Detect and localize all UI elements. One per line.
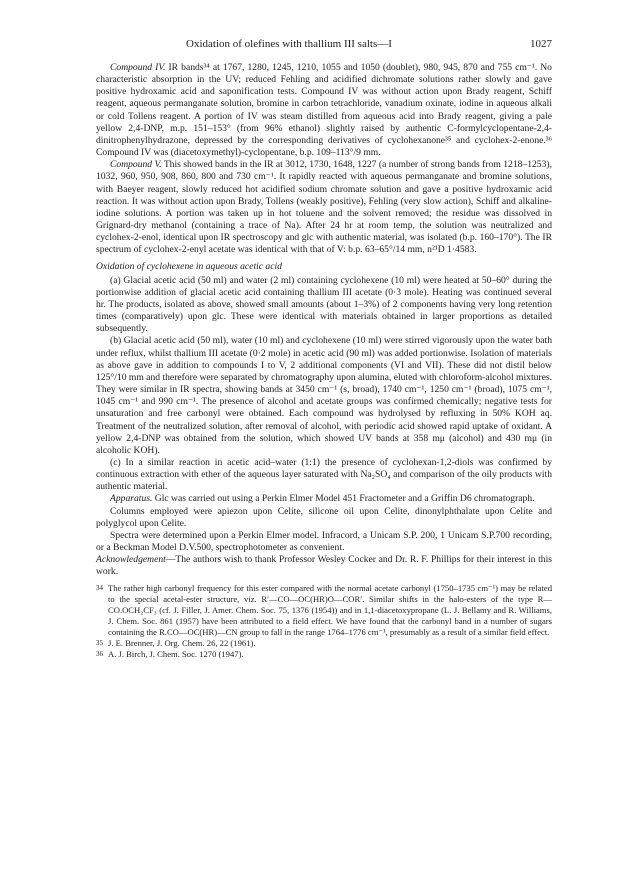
paragraph-text: Glc was carried out using a Perkin Elmer Model 451 Fractometer and a Griffin D6 chromatograph. <box>152 493 535 505</box>
section-heading: Oxidation of cyclohexene in aqueous acetic acid <box>96 260 282 272</box>
paragraph-compound-v <box>96 159 552 256</box>
footnote-mark: 34 <box>96 583 103 592</box>
page-body <box>96 62 552 660</box>
paragraph-lead: Apparatus. <box>110 493 153 505</box>
paragraph-compound-iv <box>96 62 552 159</box>
footnote-mark: 35 <box>96 638 103 647</box>
acknowledgement-lead: Acknowledgement <box>96 554 166 566</box>
footnote-text: A. J. Birch, J. Chem. Soc. 1270 (1947). <box>108 648 244 659</box>
paragraph-acknowledgement <box>96 554 552 578</box>
paragraph-columns: Columns employed were apiezon upon Celite, silicone oil upon Celite, dinonylphthalate upon Celite and polyglycol upon Celite. <box>96 505 552 529</box>
footnote-mark: 36 <box>96 649 103 658</box>
page-header <box>96 38 552 52</box>
paragraph-lead: Compound IV. <box>110 62 166 73</box>
footnote <box>96 649 552 660</box>
footnotes <box>96 583 552 660</box>
paragraph-spectra: Spectra were determined upon a Perkin Elmer model. Infracord, a Unicam S.P. 200, 1 Unicam S.P.700 recording, or a Beckman Model D.V.500, spectrophotometer as convenient. <box>96 529 552 554</box>
paragraph-text: This showed bands in the IR at 3012, 1730, 1648, 1227 (a number of strong bands from 1218–1253), 1032, 960, 950, 908, 860, 800 and 730 cm⁻¹. It rapidly reacted with aqueous permanganate and bromine solutions, with Baeyer reagent, slowly reduced hot acidified sodium chromate solution and gave a positive hydroxamic acid reaction. It was without action upon Brady, Tollens (weakly positive), Fehling (very slow action), Schiff and alkaline-iodine solutions. A portion was taken up in hot toluene and the solvent removed; the residue was dissolved in Grignard-dry methanol (containing a trace of Na). After 24 hr at room temp, the solution was neutralized and cyclohex-2-enol, identical upon IR spectroscopy and glc with authentic material, was isolated (b.p. 160–170°). The IR spectrum of cyclohex-2-enyl acetate was identical with that of V: b.p. 63–65°/14 mm, n²¹D 1·4583. <box>96 159 552 256</box>
footnote <box>96 583 552 638</box>
acknowledgement-text: —The authors wish to thank Professor Wesley Cocker and Dr. R. F. Phillips for their interest in this work. <box>96 554 552 578</box>
page-number: 1027 <box>530 38 552 50</box>
paragraph-c: (c) In a similar reaction in acetic acid–water (1:1) the presence of cyclohexan-1,2-diols was confirmed by continuous extraction with ether of the aqueous layer saturated with Na₂SO₄ and comparison of the oily products with authentic material. <box>96 457 552 493</box>
paragraph-apparatus <box>96 493 552 505</box>
footnote-text: J. E. Brenner, J. Org. Chem. 26, 22 (1961). <box>108 637 256 648</box>
paragraph-lead: Compound V. <box>110 159 162 171</box>
footnote <box>96 638 552 649</box>
running-title: Oxidation of olefines with thallium III salts—I <box>186 38 392 50</box>
paragraph-b: (b) Glacial acetic acid (50 ml), water (10 ml) and cyclohexene (10 ml) were stirred vigorously upon the water bath under reflux, whilst thallium III acetate (0·2 mole) in acetic acid (90 ml) was added portionwise. Isolation of materials as above gave in addition to compounds I to V, 2 additional components (VI and VII). These did not distil below 125°/10 mm and therefore were separated by chromatography upon alumina, eluted with chloroform-alcohol mixtures. They were similar in IR spectra, showing bands at 3450 cm⁻¹ (s, broad), 1740 cm⁻¹, 1250 cm⁻¹ (broad), 1075 cm⁻¹, 1045 cm⁻¹ and 990 cm⁻¹. The presence of alcohol and acetate groups was confirmed chemically; negative tests for unsaturation and free carbonyl were obtained. Each compound was hydrolysed by refluxing in 50% KOH aq. Treatment of the neutralized solution, after removal of alcohol, with periodic acid showed rapid uptake of oxidant. A yellow 2,4-DNP was obtained from the solution, which showed UV bands at 358 mμ (alcohol) and 430 mμ (in alcoholic KOH). <box>96 335 552 456</box>
footnote-text: The rather high carbonyl frequency for this ester compared with the normal acetate carbonyl (1750–1735 cm⁻¹) may be related to the special acetal-ester structure, viz. R′—CO—OC(HR)O—COR′. Similar shifts in the halo-esters of the type R—CO.OCH₂CF₃ (cf. J. Filler, J. Amer. Chem. Soc. 75, 1376 (1954)) and in 1,1-diacetoxypropane (L. J. Bellamy and R. Williams, J. Chem. Soc. 861 (1957) have been attributed to a field effect. We have found that the carbonyl band in a number of sugars containing the R.CO—OC(HR)—CN group to fall in the range 1764–1776 cm⁻¹, presumably as a result of a similar field effect. <box>108 582 552 637</box>
paragraph-text: IR bands³⁴ at 1767, 1280, 1245, 1210, 1055 and 1050 (doublet), 980, 945, 870 and 755 cm⁻¹. No characteristic absorption in the UV; reduced Fehling and acidified dichromate solutions rather slowly and gave positive hydroxamic acid and saponification tests. Compound IV was without action upon Brady reagent, Schiff reagent, aqueous permanganate solution, bromine in carbon tetrachloride, vanadium oxinate, iodine in aqueous alkali or cold Tollens reagent. A portion of IV was steam distilled from aqueous acid into Brady reagent, giving a pale yellow 2,4-DNP, m.p. 151–153° (from 96% ethanol) slightly raised by authentic C-formylcyclopentane-2,4-dinitrophenylhydrazone, depressed by the corresponding derivatives of cyclohexanone³⁵ and cyclohex-2-enone.³⁶ Compound IV was (diacetoxymethyl)-cyclopentane, b.p. 109–113°/9 mm. <box>96 62 552 159</box>
paragraph-a: (a) Glacial acetic acid (50 ml) and water (2 ml) containing cyclohexene (10 ml) were heated at 50–60° during the portionwise addition of glacial acetic acid containing thallium III acetate (0·3 mole). Heating was continued several hr. The products, isolated as above, showed small amounts (about 1–3%) of 2 components having very long retention times (comparatively) upon glc. These were identical with materials obtained in larger proportions as detailed subsequently. <box>96 274 552 335</box>
